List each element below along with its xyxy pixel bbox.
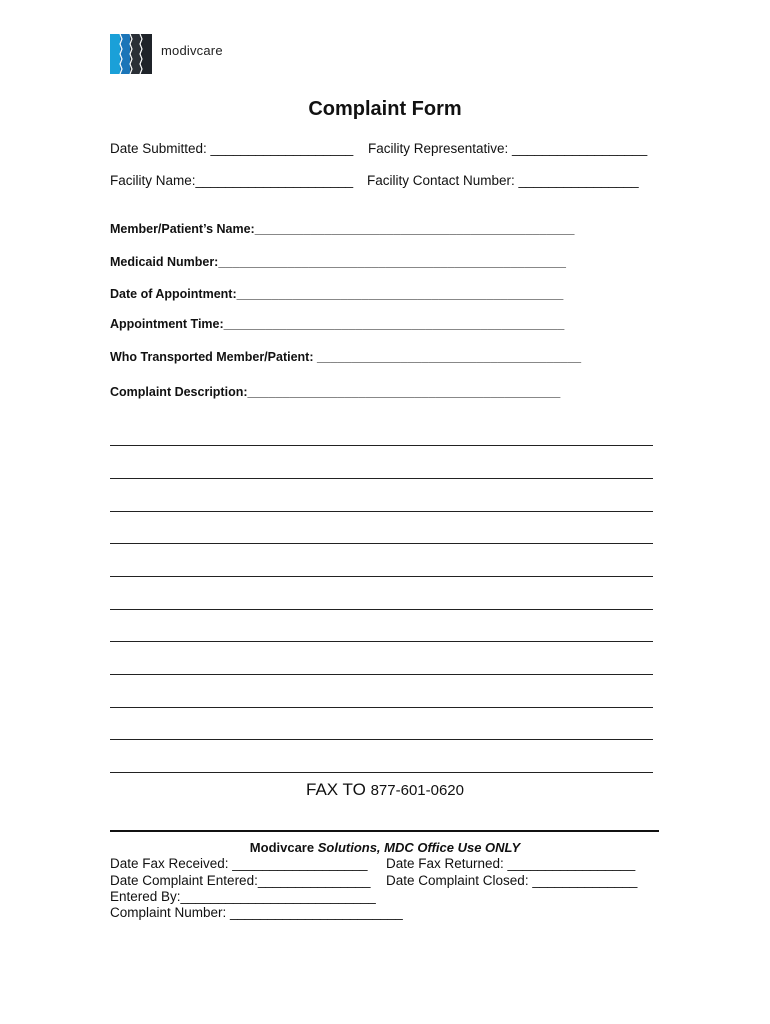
member-name-field[interactable]: Member/Patient’s Name:______________________________________________	[110, 222, 575, 236]
description-line[interactable]	[110, 641, 653, 642]
description-line[interactable]	[110, 478, 653, 479]
date-complaint-entered-field[interactable]: Date Complaint Entered:_______________	[110, 873, 371, 888]
facility-representative-field[interactable]: Facility Representative: __________________	[368, 141, 648, 156]
description-line[interactable]	[110, 511, 653, 512]
section-divider	[110, 830, 659, 832]
description-line[interactable]	[110, 674, 653, 675]
complaint-number-field[interactable]: Complaint Number: _______________________	[110, 905, 403, 920]
medicaid-number-field[interactable]: Medicaid Number:__________________________________________________	[110, 255, 566, 269]
date-fax-received-field[interactable]: Date Fax Received: __________________	[110, 856, 368, 871]
who-transported-field[interactable]: Who Transported Member/Patient: ______________________________________	[110, 350, 582, 364]
description-line[interactable]	[110, 707, 653, 708]
office-title-italic: Solutions, MDC Office Use ONLY	[317, 840, 521, 855]
facility-contact-field[interactable]: Facility Contact Number: ________________	[367, 173, 639, 188]
fax-number: 877-601-0620	[370, 782, 464, 799]
description-line[interactable]	[110, 543, 653, 544]
date-of-appointment-field[interactable]: Date of Appointment:_______________________________________________	[110, 287, 564, 301]
fax-label: FAX TO	[306, 780, 366, 799]
date-submitted-field[interactable]: Date Submitted: ___________________	[110, 141, 354, 156]
facility-name-field[interactable]: Facility Name:_____________________	[110, 173, 354, 188]
description-line[interactable]	[110, 609, 653, 610]
fax-line	[0, 780, 770, 800]
complaint-description-field[interactable]: Complaint Description:_____________________________________________	[110, 385, 561, 399]
description-line[interactable]	[110, 772, 653, 773]
logo-text: modivcare	[161, 43, 223, 58]
date-complaint-closed-field[interactable]: Date Complaint Closed: ______________	[386, 873, 638, 888]
page-title: Complaint Form	[308, 98, 462, 120]
description-line[interactable]	[110, 576, 653, 577]
date-fax-returned-field[interactable]: Date Fax Returned: _________________	[386, 856, 636, 871]
appointment-time-field[interactable]: Appointment Time:_________________________________________________	[110, 317, 565, 331]
entered-by-field[interactable]: Entered By:__________________________	[110, 889, 376, 904]
office-title-prefix: Modivcare	[249, 840, 318, 855]
description-line[interactable]	[110, 739, 653, 740]
office-use-title	[0, 840, 770, 855]
description-line[interactable]	[110, 445, 653, 446]
